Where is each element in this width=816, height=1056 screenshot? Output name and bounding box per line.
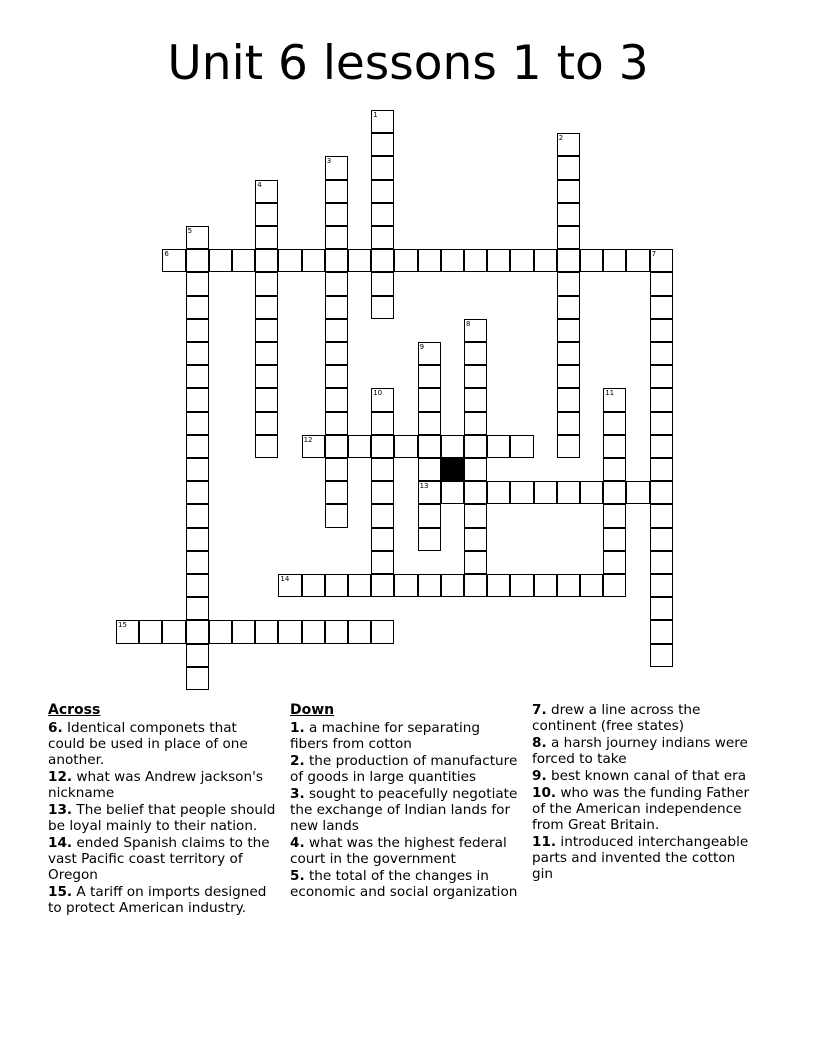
grid-cell[interactable] bbox=[186, 458, 209, 481]
grid-cell[interactable] bbox=[348, 574, 371, 597]
grid-cell[interactable] bbox=[232, 620, 255, 643]
grid-cell[interactable] bbox=[255, 388, 278, 411]
grid-cell[interactable] bbox=[464, 504, 487, 527]
grid-cell[interactable] bbox=[580, 249, 603, 272]
grid-cell[interactable] bbox=[186, 551, 209, 574]
grid-cell[interactable] bbox=[557, 133, 580, 156]
grid-cell[interactable] bbox=[394, 435, 417, 458]
grid-cell[interactable] bbox=[603, 481, 626, 504]
grid-cell[interactable] bbox=[371, 226, 394, 249]
grid-cell[interactable] bbox=[371, 528, 394, 551]
grid-cell[interactable] bbox=[557, 342, 580, 365]
grid-cell[interactable] bbox=[441, 435, 464, 458]
down-heading: Down bbox=[290, 702, 335, 718]
grid-cell[interactable] bbox=[371, 296, 394, 319]
black-square bbox=[441, 458, 464, 481]
grid-cell[interactable] bbox=[186, 412, 209, 435]
grid-cell[interactable] bbox=[325, 342, 348, 365]
grid-cell[interactable] bbox=[325, 620, 348, 643]
down-clues-continued bbox=[532, 702, 760, 883]
grid-cell[interactable] bbox=[580, 481, 603, 504]
grid-cell[interactable] bbox=[650, 296, 673, 319]
clue-item: 4. what was the highest federal court in the government bbox=[290, 835, 507, 867]
grid-cell[interactable] bbox=[325, 249, 348, 272]
grid-cell[interactable] bbox=[418, 504, 441, 527]
grid-cell[interactable] bbox=[418, 412, 441, 435]
grid-cell[interactable] bbox=[371, 272, 394, 295]
grid-cell[interactable] bbox=[186, 272, 209, 295]
grid-cell[interactable] bbox=[650, 528, 673, 551]
grid-cell[interactable] bbox=[464, 319, 487, 342]
grid-cell[interactable] bbox=[255, 272, 278, 295]
grid-cell[interactable] bbox=[255, 620, 278, 643]
grid-cell[interactable] bbox=[650, 342, 673, 365]
clue-number: 14 bbox=[280, 575, 290, 583]
grid-cell[interactable] bbox=[371, 110, 394, 133]
grid-cell[interactable] bbox=[186, 365, 209, 388]
clue-item: 6. Identical componets that could be used in place of one another. bbox=[48, 720, 248, 768]
grid-cell[interactable] bbox=[255, 226, 278, 249]
grid-cell[interactable] bbox=[418, 342, 441, 365]
clue-number: 13 bbox=[419, 482, 429, 491]
clue-number: 5 bbox=[187, 227, 193, 235]
grid-cell[interactable] bbox=[603, 458, 626, 481]
page-title: Unit 6 lessons 1 to 3 bbox=[167, 36, 649, 91]
clue-item: 13. The belief that people should be loyal mainly to their nation. bbox=[48, 802, 276, 834]
grid-cell[interactable] bbox=[418, 528, 441, 551]
grid-cell[interactable] bbox=[325, 481, 348, 504]
grid-cell[interactable] bbox=[186, 597, 209, 620]
grid-cell[interactable] bbox=[162, 249, 185, 272]
grid-cell[interactable] bbox=[116, 620, 139, 643]
grid-cell[interactable] bbox=[650, 435, 673, 458]
grid-cell[interactable] bbox=[371, 551, 394, 574]
grid-cell[interactable] bbox=[464, 412, 487, 435]
grid-cell[interactable] bbox=[186, 528, 209, 551]
grid-cell[interactable] bbox=[603, 504, 626, 527]
grid-cell[interactable] bbox=[348, 435, 371, 458]
grid-cell[interactable] bbox=[650, 574, 673, 597]
clue-item: 11. introduced interchangeable parts and invented the cotton gin bbox=[532, 834, 749, 882]
grid-cell[interactable] bbox=[371, 388, 394, 411]
grid-cell[interactable] bbox=[557, 365, 580, 388]
clue-item: 1. a machine for separating fibers from cotton bbox=[290, 720, 481, 752]
across-heading: Across bbox=[48, 702, 101, 718]
grid-cell[interactable] bbox=[348, 249, 371, 272]
grid-cell[interactable] bbox=[371, 156, 394, 179]
grid-cell[interactable] bbox=[464, 435, 487, 458]
grid-cell[interactable] bbox=[557, 319, 580, 342]
grid-cell[interactable] bbox=[441, 574, 464, 597]
grid-cell[interactable] bbox=[650, 412, 673, 435]
grid-cell[interactable] bbox=[255, 435, 278, 458]
grid-cell[interactable] bbox=[510, 574, 533, 597]
clue-number: 1 bbox=[373, 111, 378, 119]
grid-cell[interactable] bbox=[371, 412, 394, 435]
clue-item: 2. the production of manufacture of goods in large quantities bbox=[290, 753, 518, 785]
grid-cell[interactable] bbox=[302, 574, 325, 597]
grid-cell[interactable] bbox=[418, 365, 441, 388]
grid-cell[interactable] bbox=[650, 620, 673, 643]
grid-cell[interactable] bbox=[441, 249, 464, 272]
down-clues bbox=[290, 702, 518, 901]
grid-cell[interactable] bbox=[464, 388, 487, 411]
clue-item: 15. A tariff on imports designed to protect American industry. bbox=[48, 884, 267, 916]
grid-cell[interactable] bbox=[255, 365, 278, 388]
grid-cell[interactable] bbox=[371, 620, 394, 643]
grid-cell[interactable] bbox=[371, 249, 394, 272]
grid-cell[interactable] bbox=[302, 435, 325, 458]
grid-cell[interactable] bbox=[441, 481, 464, 504]
grid-cell[interactable] bbox=[603, 435, 626, 458]
grid-cell[interactable] bbox=[371, 435, 394, 458]
grid-cell[interactable] bbox=[186, 667, 209, 690]
grid-cell[interactable] bbox=[510, 481, 533, 504]
grid-cell[interactable] bbox=[650, 365, 673, 388]
clue-number: 6 bbox=[164, 250, 169, 259]
clue-number: 9 bbox=[419, 343, 425, 351]
grid-cell[interactable] bbox=[348, 620, 371, 643]
clue-number: 3 bbox=[326, 157, 332, 166]
grid-cell[interactable] bbox=[650, 504, 673, 527]
clue-item: 14. ended Spanish claims to the vast Pacific coast territory of Oregon bbox=[48, 835, 270, 883]
grid-cell[interactable] bbox=[209, 620, 232, 643]
grid-cell[interactable] bbox=[510, 435, 533, 458]
grid-cell[interactable] bbox=[418, 435, 441, 458]
grid-cell[interactable] bbox=[418, 388, 441, 411]
grid-cell[interactable] bbox=[186, 481, 209, 504]
grid-cell[interactable] bbox=[186, 644, 209, 667]
grid-cell[interactable] bbox=[534, 249, 557, 272]
grid-cell[interactable] bbox=[325, 504, 348, 527]
clue-number: 11 bbox=[605, 389, 615, 398]
grid-cell[interactable] bbox=[371, 203, 394, 226]
grid-cell[interactable] bbox=[371, 180, 394, 203]
grid-cell[interactable] bbox=[557, 296, 580, 319]
grid-cell[interactable] bbox=[557, 481, 580, 504]
grid-cell[interactable] bbox=[603, 412, 626, 435]
grid-cell[interactable] bbox=[139, 620, 162, 643]
grid-cell[interactable] bbox=[650, 597, 673, 620]
grid-cell[interactable] bbox=[255, 203, 278, 226]
grid-cell[interactable] bbox=[371, 504, 394, 527]
clue-item: 5. the total of the changes in economic and social organization bbox=[290, 868, 518, 900]
grid-cell[interactable] bbox=[325, 365, 348, 388]
grid-cell[interactable] bbox=[557, 203, 580, 226]
grid-cell[interactable] bbox=[557, 435, 580, 458]
grid-cell[interactable] bbox=[325, 388, 348, 411]
grid-cell[interactable] bbox=[464, 551, 487, 574]
grid-cell[interactable] bbox=[418, 458, 441, 481]
grid-cell[interactable] bbox=[557, 272, 580, 295]
grid-cell[interactable] bbox=[255, 319, 278, 342]
grid-cell[interactable] bbox=[325, 156, 348, 179]
grid-cell[interactable] bbox=[650, 272, 673, 295]
grid-cell[interactable] bbox=[418, 481, 441, 504]
grid-cell[interactable] bbox=[255, 412, 278, 435]
grid-cell[interactable] bbox=[626, 481, 649, 504]
grid-cell[interactable] bbox=[487, 481, 510, 504]
grid-cell[interactable] bbox=[162, 620, 185, 643]
grid-cell[interactable] bbox=[557, 249, 580, 272]
grid-cell[interactable] bbox=[325, 458, 348, 481]
grid-cell[interactable] bbox=[418, 574, 441, 597]
grid-cell[interactable] bbox=[371, 133, 394, 156]
grid-cell[interactable] bbox=[232, 249, 255, 272]
clue-item: 9. best known canal of that era bbox=[532, 768, 747, 784]
grid-cell[interactable] bbox=[371, 458, 394, 481]
clue-item: 12. what was Andrew jackson's nickname bbox=[48, 769, 263, 801]
grid-cell[interactable] bbox=[557, 156, 580, 179]
grid-cell[interactable] bbox=[186, 388, 209, 411]
grid-cell[interactable] bbox=[255, 342, 278, 365]
grid-cell[interactable] bbox=[325, 272, 348, 295]
grid-cell[interactable] bbox=[464, 458, 487, 481]
grid-cell[interactable] bbox=[255, 180, 278, 203]
grid-cell[interactable] bbox=[603, 551, 626, 574]
grid-cell[interactable] bbox=[464, 528, 487, 551]
grid-cell[interactable] bbox=[534, 574, 557, 597]
grid-cell[interactable] bbox=[186, 574, 209, 597]
grid-cell[interactable] bbox=[255, 296, 278, 319]
grid-cell[interactable] bbox=[650, 319, 673, 342]
grid-cell[interactable] bbox=[557, 226, 580, 249]
grid-cell[interactable] bbox=[186, 435, 209, 458]
grid-cell[interactable] bbox=[603, 528, 626, 551]
grid-cell[interactable] bbox=[371, 481, 394, 504]
grid-cell[interactable] bbox=[325, 412, 348, 435]
grid-cell[interactable] bbox=[325, 574, 348, 597]
clue-number: 8 bbox=[466, 319, 471, 328]
grid-cell[interactable] bbox=[510, 249, 533, 272]
grid-cell[interactable] bbox=[487, 249, 510, 272]
clue-item: 10. who was the funding Father of the American independence from Great Britain. bbox=[532, 785, 750, 833]
clue-item: 7. drew a line across the continent (free states) bbox=[532, 702, 701, 734]
grid-cell[interactable] bbox=[603, 388, 626, 411]
clue-item: 8. a harsh journey indians were forced to take bbox=[532, 735, 748, 767]
grid-cell[interactable] bbox=[325, 319, 348, 342]
clue-number: 7 bbox=[651, 250, 657, 259]
across-clues bbox=[48, 702, 276, 917]
grid-cell[interactable] bbox=[464, 249, 487, 272]
grid-cell[interactable] bbox=[603, 574, 626, 597]
clue-number: 2 bbox=[558, 134, 564, 143]
grid-cell[interactable] bbox=[650, 458, 673, 481]
grid-cell[interactable] bbox=[557, 574, 580, 597]
grid-cell[interactable] bbox=[603, 249, 626, 272]
grid-cell[interactable] bbox=[557, 180, 580, 203]
grid-cell[interactable] bbox=[302, 620, 325, 643]
grid-cell[interactable] bbox=[186, 226, 209, 249]
grid-cell[interactable] bbox=[487, 435, 510, 458]
grid-cell[interactable] bbox=[650, 551, 673, 574]
grid-cell[interactable] bbox=[464, 574, 487, 597]
grid-cell[interactable] bbox=[209, 249, 232, 272]
grid-cell[interactable] bbox=[464, 342, 487, 365]
grid-cell[interactable] bbox=[464, 481, 487, 504]
clue-number: 4 bbox=[257, 180, 262, 189]
grid-cell[interactable] bbox=[278, 574, 301, 597]
grid-cell[interactable] bbox=[534, 481, 557, 504]
grid-cell[interactable] bbox=[650, 481, 673, 504]
grid-cell[interactable] bbox=[394, 574, 417, 597]
grid-cell[interactable] bbox=[186, 342, 209, 365]
clue-number: 15 bbox=[118, 621, 127, 630]
grid-cell[interactable] bbox=[418, 249, 441, 272]
grid-cell[interactable] bbox=[325, 435, 348, 458]
grid-cell[interactable] bbox=[371, 574, 394, 597]
grid-cell[interactable] bbox=[626, 249, 649, 272]
grid-cell[interactable] bbox=[278, 249, 301, 272]
grid-cell[interactable] bbox=[650, 388, 673, 411]
clue-item: 3. sought to peacefully negotiate the exchange of Indian lands for new lands bbox=[290, 786, 518, 834]
grid-cell[interactable] bbox=[650, 644, 673, 667]
grid-cell[interactable] bbox=[650, 249, 673, 272]
grid-cell[interactable] bbox=[186, 504, 209, 527]
clue-number: 12 bbox=[303, 435, 313, 444]
grid-cell[interactable] bbox=[186, 249, 209, 272]
grid-cell[interactable] bbox=[325, 226, 348, 249]
grid-cell[interactable] bbox=[580, 574, 603, 597]
grid-cell[interactable] bbox=[278, 620, 301, 643]
grid-cell[interactable] bbox=[487, 574, 510, 597]
grid-cell[interactable] bbox=[394, 249, 417, 272]
grid-cell[interactable] bbox=[302, 249, 325, 272]
grid-cell[interactable] bbox=[325, 180, 348, 203]
grid-cell[interactable] bbox=[255, 249, 278, 272]
grid-cell[interactable] bbox=[325, 203, 348, 226]
grid-cell[interactable] bbox=[186, 620, 209, 643]
grid-cell[interactable] bbox=[186, 319, 209, 342]
grid-cell[interactable] bbox=[557, 412, 580, 435]
grid-cell[interactable] bbox=[325, 296, 348, 319]
grid-cell[interactable] bbox=[557, 388, 580, 411]
grid-cell[interactable] bbox=[186, 296, 209, 319]
grid-cell[interactable] bbox=[464, 365, 487, 388]
clue-number: 10 bbox=[373, 389, 383, 398]
